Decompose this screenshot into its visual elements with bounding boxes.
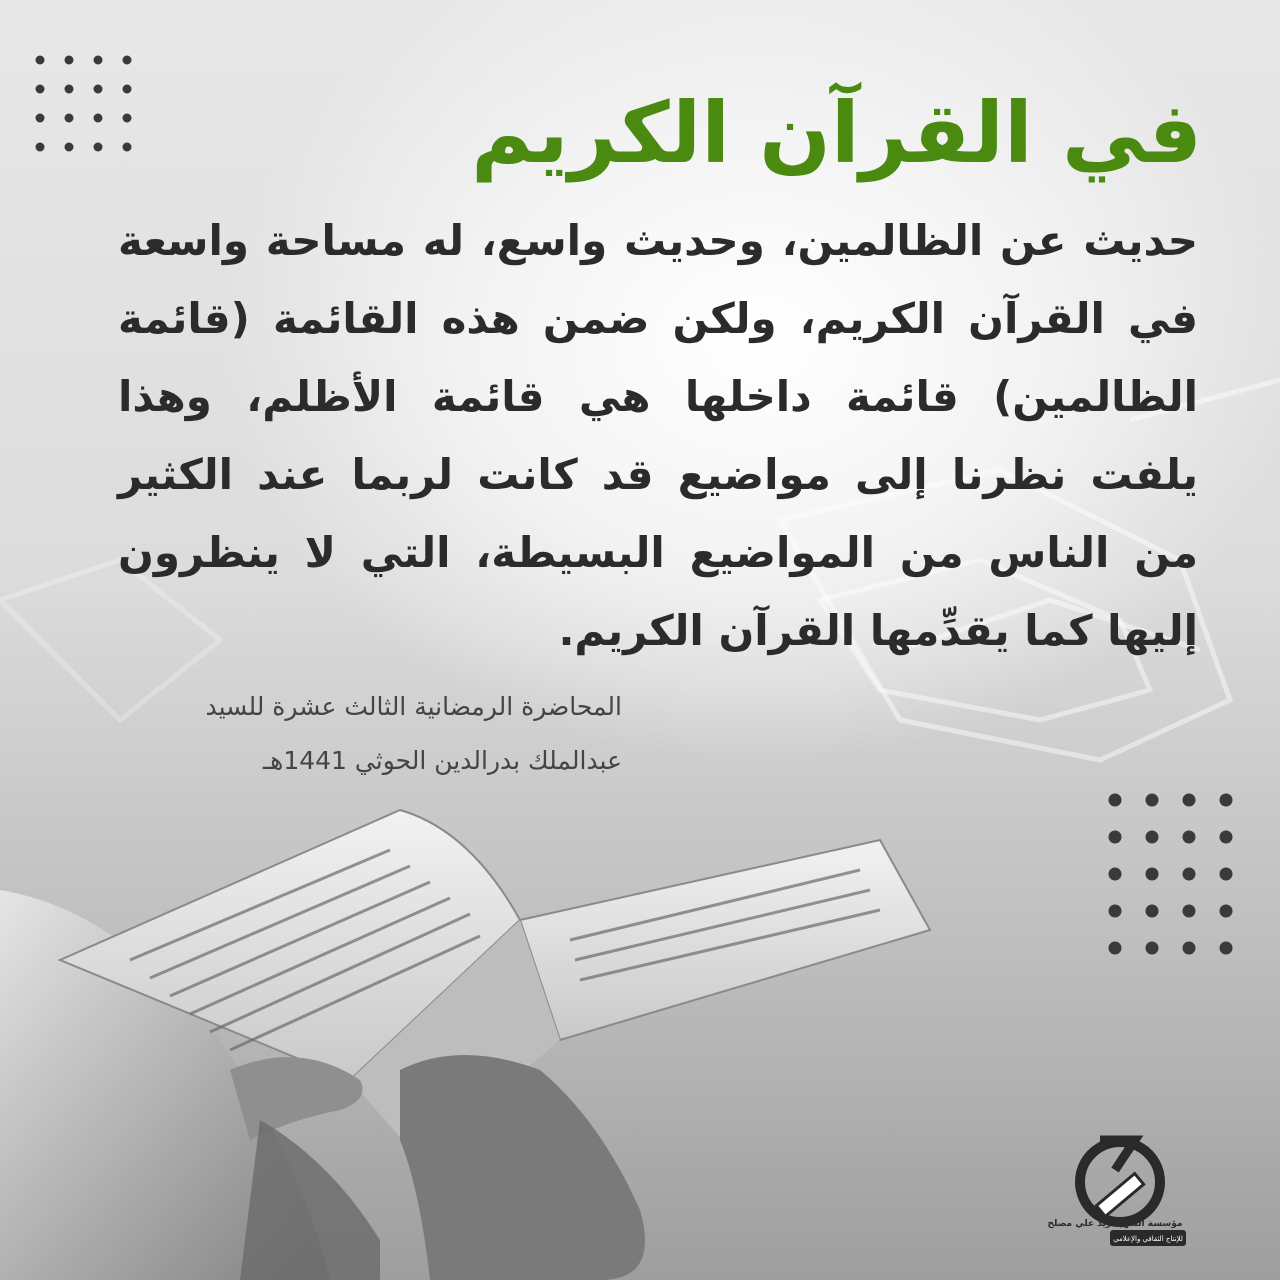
quote-text: حديث عن الظالمين، وحديث واسع، له مساحة واسعة في القرآن الكريم، ولكن ضمن هذه القائمة (قائمة الظالمين) قائمة داخلها هي قائمة الأظلم، وهذا يلفت نظرنا إلى مواضيع قد كانت لربما عند الكثير من الناس من المواضيع البسيطة، التي لا ينظرون إليها كما يقدِّمها القرآن الكريم. bbox=[118, 216, 1198, 655]
source-line-2: عبدالملك بدرالدين الحوثي 1441هـ bbox=[262, 746, 622, 775]
dot bbox=[1109, 794, 1122, 807]
dot bbox=[1183, 831, 1196, 844]
dot bbox=[1146, 905, 1159, 918]
dot bbox=[1220, 794, 1233, 807]
dot bbox=[1220, 942, 1233, 955]
dot bbox=[65, 114, 74, 123]
page-title: في القرآن الكريم bbox=[471, 84, 1202, 182]
dot bbox=[1146, 942, 1159, 955]
dot bbox=[65, 56, 74, 65]
dot bbox=[1183, 942, 1196, 955]
dot bbox=[1220, 905, 1233, 918]
dot bbox=[1109, 942, 1122, 955]
dot bbox=[1183, 868, 1196, 881]
dot bbox=[36, 143, 45, 152]
dot bbox=[65, 85, 74, 94]
source-line-1: المحاضرة الرمضانية الثالث عشرة للسيد bbox=[205, 692, 622, 721]
dot bbox=[36, 114, 45, 123]
dot bbox=[36, 56, 45, 65]
dot bbox=[1146, 794, 1159, 807]
dot-grid-right bbox=[1105, 790, 1240, 975]
dot bbox=[1109, 905, 1122, 918]
dot bbox=[1109, 868, 1122, 881]
dot bbox=[1146, 868, 1159, 881]
dot bbox=[1220, 868, 1233, 881]
dot bbox=[1220, 831, 1233, 844]
dot bbox=[94, 56, 103, 65]
dot bbox=[123, 56, 132, 65]
dot bbox=[36, 85, 45, 94]
quran-photo bbox=[0, 740, 1000, 1280]
logo-name: مؤسسة الشهيد زيد علي مصلح bbox=[1047, 1219, 1183, 1229]
dot bbox=[1109, 831, 1122, 844]
dot bbox=[1183, 905, 1196, 918]
dot bbox=[1146, 831, 1159, 844]
dot bbox=[65, 143, 74, 152]
logo-tagline: للإنتاج الثقافي والإعلامي bbox=[1113, 1235, 1183, 1243]
foundation-logo-icon bbox=[1040, 1130, 1190, 1270]
dot bbox=[1183, 794, 1196, 807]
